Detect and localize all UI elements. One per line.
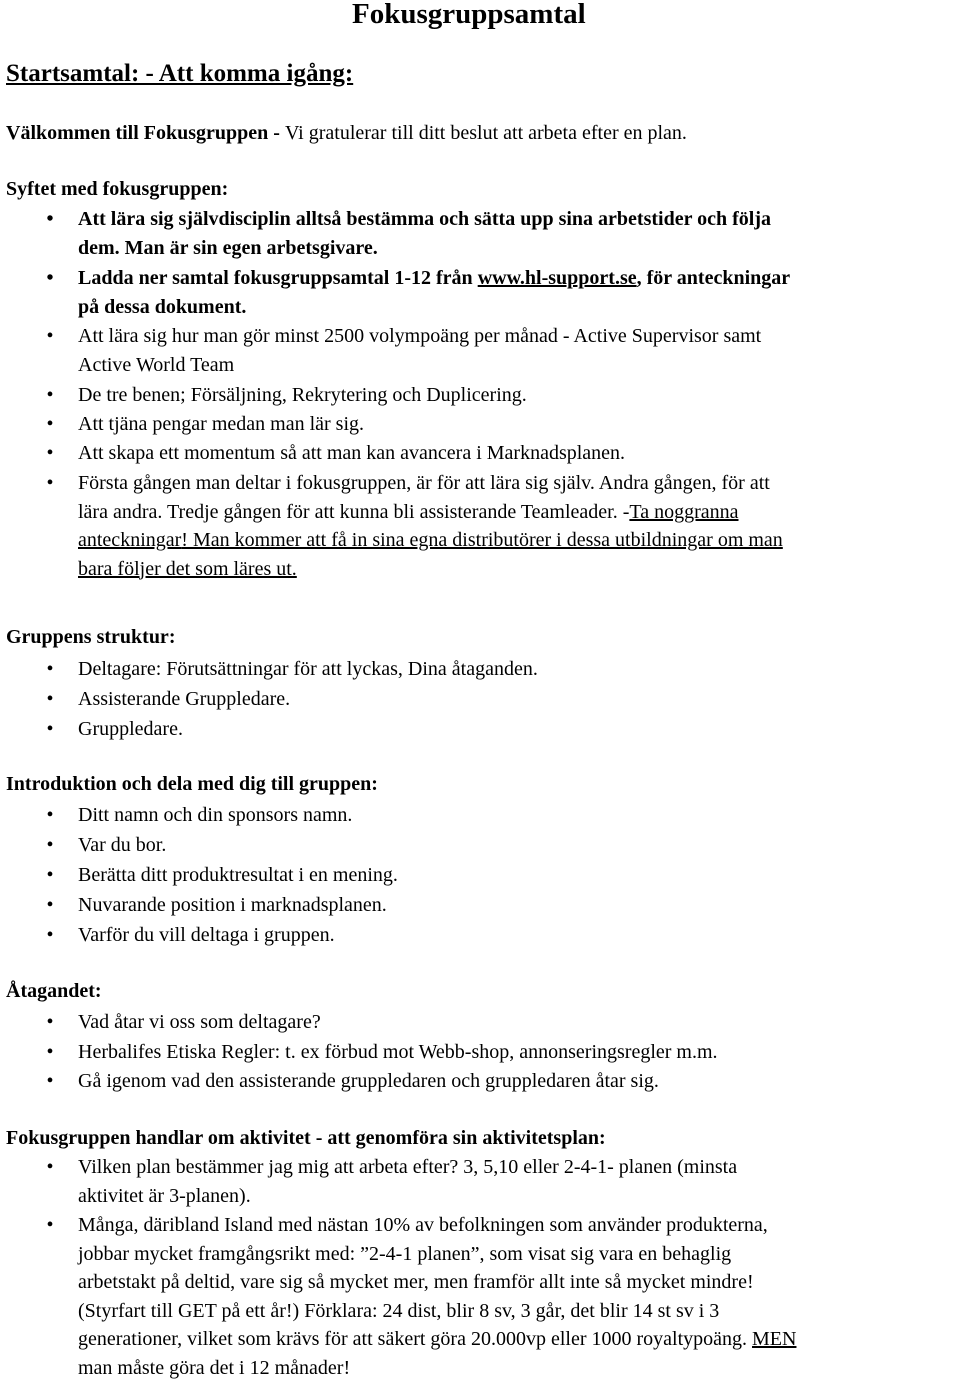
document-subtitle: Startsamtal: - Att komma igång: (6, 60, 354, 87)
bullet-icon: • (46, 924, 54, 946)
bullet-icon: • (46, 804, 54, 826)
bullet-icon: • (46, 688, 54, 710)
list-item: • Varför du vill deltaga i gruppen. (78, 921, 956, 950)
hl-support-link[interactable]: www.hl-support.se (477, 267, 637, 289)
section-heading-syftet: Syftet med fokusgruppen: (6, 178, 229, 200)
document-title: Fokusgruppsamtal (352, 0, 586, 30)
list-item: • Vad åtar vi oss som deltagare? (78, 1008, 956, 1037)
bullet-icon: • (46, 1041, 54, 1063)
bullet-icon: • (46, 864, 54, 886)
list-item: • Deltagare: Förutsättningar för att lyckas, Dina åtaganden. (78, 655, 956, 684)
list-item: • Att skapa ett momentum så att man kan avancera i Marknadsplanen. (78, 439, 956, 468)
bullet-icon: • (46, 472, 54, 494)
welcome-paragraph (6, 119, 687, 148)
bullet-icon: • (46, 384, 54, 406)
bullet-icon: • (46, 834, 54, 856)
list-item: • Många, däribland Island med nästan 10% av befolkningen som använder produkterna, jobbar mycket framgångsrikt med: ”2-4-1 planen”, som visat sig vara en behaglig arbetstakt på deltid, vare sig så mycket mer, men framför allt inte så mycket mindre! (Styrfart till GET på ett år!) Förklara: 24 dist, blir 8 sv, 3 går, det blir 14 st sv i 3 generationer, vilket som krävs för att säkert göra 20.000vp eller 1000 royaltypoäng. MEN man måste göra det i 12 månader! (78, 1211, 956, 1382)
bullet-icon: • (46, 325, 54, 347)
list-item: • Var du bor. (78, 831, 956, 860)
list-item: • Ditt namn och din sponsors namn. (78, 801, 956, 830)
list-item: • Ladda ner samtal fokusgruppsamtal 1-12 från www.hl-support.se, för anteckningar på dessa dokument. (78, 264, 956, 321)
bullet-icon: • (46, 718, 54, 740)
bullet-icon: • (46, 894, 54, 916)
section-heading-aktivitet: Fokusgruppen handlar om aktivitet - att genomföra sin aktivitetsplan: (6, 1127, 606, 1149)
welcome-bold: Välkommen till Fokusgruppen - (6, 122, 285, 144)
list-item: • Herbalifes Etiska Regler: t. ex förbud mot Webb-shop, annonseringsregler m.m. (78, 1038, 956, 1067)
bullet-icon: • (46, 208, 54, 230)
bullet-icon: • (46, 1156, 54, 1178)
section-heading-struktur: Gruppens struktur: (6, 626, 176, 648)
bullet-icon: • (46, 1070, 54, 1092)
list-item: • De tre benen; Försäljning, Rekrytering och Duplicering. (78, 381, 956, 410)
list-item: • Att tjäna pengar medan man lär sig. (78, 410, 956, 439)
bullet-icon: • (46, 413, 54, 435)
list-item: • Att lära sig självdisciplin alltså bestämma och sätta upp sina arbetstider och följa dem. Man är sin egen arbetsgivare. (78, 205, 956, 262)
section-heading-introduktion: Introduktion och dela med dig till gruppen: (6, 773, 378, 795)
section-heading-atagandet: Åtagandet: (6, 980, 102, 1002)
list-item: • Vilken plan bestämmer jag mig att arbeta efter? 3, 5,10 eller 2-4-1- planen (minsta aktivitet är 3-planen). (78, 1153, 956, 1210)
bullet-icon: • (46, 1011, 54, 1033)
list-item: • Nuvarande position i marknadsplanen. (78, 891, 956, 920)
list-item: • Att lära sig hur man gör minst 2500 volympoäng per månad - Active Supervisor samt Active World Team (78, 322, 956, 379)
list-item: • Berätta ditt produktresultat i en mening. (78, 861, 956, 890)
bullet-icon: • (46, 267, 54, 289)
welcome-rest: Vi gratulerar till ditt beslut att arbeta efter en plan. (284, 122, 687, 144)
list-item: • Gå igenom vad den assisterande gruppledaren och gruppledaren åtar sig. (78, 1067, 956, 1096)
list-item: • Första gången man deltar i fokusgruppen, är för att lära sig själv. Andra gången, för att lära andra. Tredje gången för att kunna bli assisterande Teamleader. -Ta noggranna anteckningar! Man kommer att få in sina egna distributörer i dessa utbildningar om man bara följer det som läres ut. (78, 469, 956, 583)
bullet-icon: • (46, 442, 54, 464)
bullet-icon: • (46, 658, 54, 680)
list-item: • Gruppledare. (78, 715, 956, 744)
bullet-icon: • (46, 1214, 54, 1236)
list-item: • Assisterande Gruppledare. (78, 685, 956, 714)
